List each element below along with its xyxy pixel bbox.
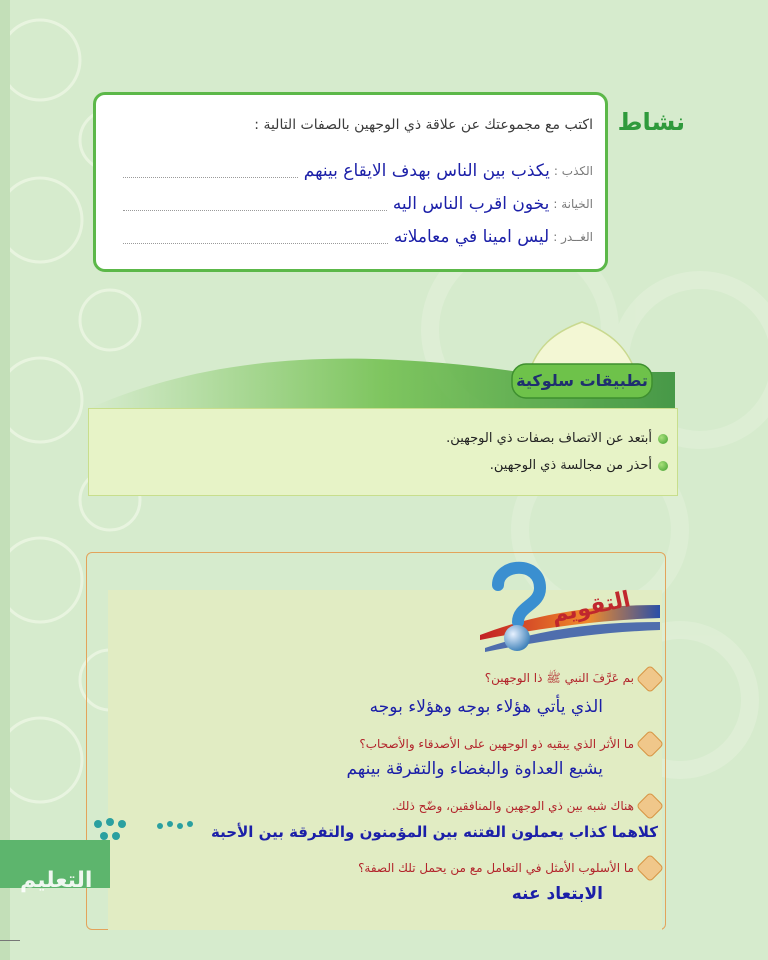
question (485, 669, 660, 689)
row-label: الغــدر : (553, 230, 593, 244)
row-answer: يخون اقرب الناس اليه (392, 194, 550, 214)
answer-text: يشيع العداوة والبغضاء والتفرقة بينهم (346, 759, 603, 779)
ministry-logo-text: التعليم (20, 868, 93, 893)
question-number-badge (636, 854, 664, 882)
question-text: ما الأثر الذي يبقيه ذو الوجهين على الأصدقاء والأصحاب؟ (359, 737, 634, 751)
behavior-item-text: أحذر من مجالسة ذي الوجهين. (489, 458, 652, 473)
answer-text: الذي يأتي هؤلاء بوجه وهؤلاء بوجه (369, 697, 603, 717)
question-text: بم عَرَّفَ النبي ﷺ ذا الوجهين؟ (484, 670, 634, 685)
question-number-badge (636, 665, 664, 693)
question-text: هناك شبه بين ذي الوجهين والمنافقين، وضّح ذلك. (391, 799, 634, 813)
answer-text: الابتعاد عنه (511, 884, 603, 904)
activity-heading: نشاط (617, 108, 685, 136)
row-answer: يكذب بين الناس بهدف الايقاع بينهم (303, 161, 550, 181)
evaluation-title: التقويم (549, 587, 633, 629)
activity-instruction: اكتب مع مجموعتك عن علاقة ذي الوجهين بالصفات التالية : (254, 117, 593, 133)
question (359, 734, 660, 754)
question-number-badge (636, 730, 664, 758)
behavior-title: تطبيقات سلوكية (516, 371, 648, 390)
question-number-badge (636, 792, 664, 820)
question (358, 858, 660, 878)
row-label: الكذب : (553, 164, 593, 178)
question-text: ما الأسلوب الأمثل في التعامل مع من يحمل تلك الصفة؟ (358, 861, 634, 875)
question (392, 796, 660, 816)
row-answer: ليس امينا في معاملاته (393, 227, 550, 247)
behavior-item-text: أبتعد عن الاتصاف بصفات ذي الوجهين. (446, 431, 652, 446)
logo-dots-icon (90, 816, 200, 846)
row-label: الخيانة : (553, 197, 593, 211)
margin-mark (0, 940, 20, 941)
answer-text: كلاهما كذاب يعملون الفتنه بين المؤمنون والتفرقة بين الأحبة (211, 823, 658, 841)
